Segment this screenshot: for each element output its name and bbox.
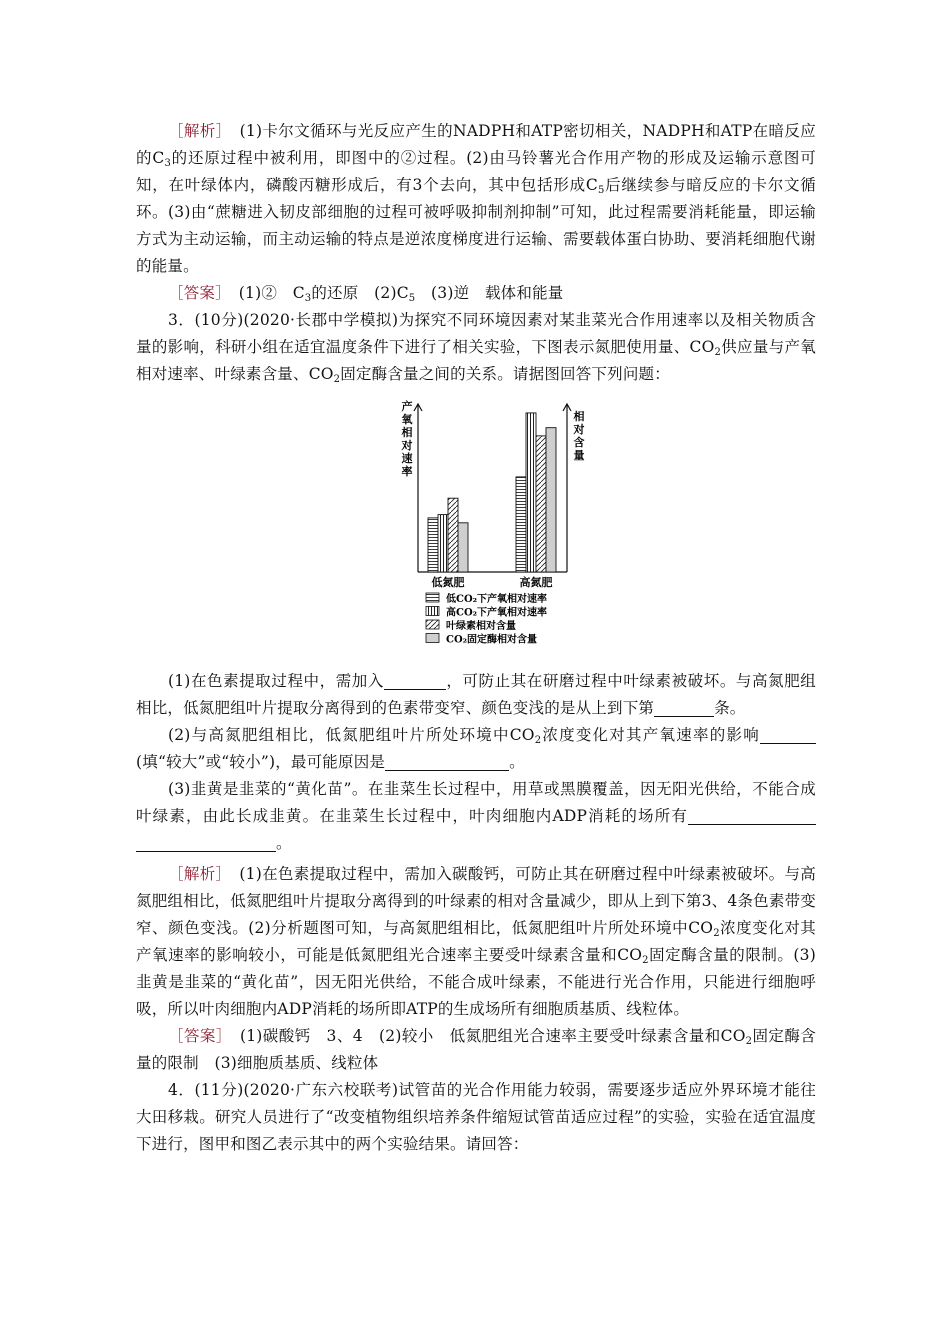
answer-paragraph-2 (136, 1023, 816, 1077)
answer-tag: ［答案］ (168, 1027, 225, 1045)
answer-paragraph-1 (136, 280, 816, 307)
answer-blank[interactable] (385, 754, 509, 771)
text-run: (3)逆 载体和能量 (415, 284, 564, 302)
answer-blank[interactable] (136, 835, 276, 852)
text-run: 浓度变化对其产氧速率的影响较小，可能是低氮肥组光合速率主要受叶绿素含量和CO (136, 919, 816, 964)
text-run: 的还原 (2)C (311, 284, 409, 302)
text-run: 后继续参与暗反应的卡尔文循环。(3)由“蔗糖进入韧皮部细胞的过程可被呼吸抑制剂抑制”可知，此过程需要消耗能量，即运输方式为主动运输，而主动运输的特点是逆浓度梯度进行运输、需要载体蛋白协助、要消耗细胞代谢的能量。 (136, 176, 816, 275)
legend-label: 高CO₂下产氧相对速率 (446, 607, 548, 619)
question-3-part-1 (136, 668, 816, 722)
bar (448, 498, 458, 572)
text-run: (2)与高氮肥组相比，低氮肥组叶片所处环境中CO (168, 726, 535, 744)
subscript: 2 (714, 347, 722, 358)
text-run: 条。 (714, 699, 746, 717)
analysis-tag: ［解析］ (168, 122, 224, 140)
text-run: (1)在色素提取过程中，需加入碳酸钙，可防止其在研磨过程中叶绿素被破坏。与高氮肥组相比，低氮肥组叶片提取分离得到的叶绿素的相对含量减少，即从上到下第3、4条色素带变窄、颜色变浅。(2)分析题图可知，与高氮肥组相比，低氮肥组叶片所处环境中CO (136, 865, 816, 937)
text-run: (填“较大”或“较小”)，最可能原因是 (136, 753, 386, 771)
subscript: 2 (534, 735, 542, 746)
question-3-stem (136, 307, 816, 388)
bar (546, 428, 556, 572)
text-run: 固定酶含量的限制 (3)细胞质基质、线粒体 (136, 1027, 816, 1072)
answer-blank[interactable] (654, 700, 714, 717)
x-tick-label: 高氮肥 (519, 576, 553, 589)
text-run: ，可防止其在研磨过程中叶绿素被破坏。与高氮肥组相比，低氮肥组叶片提取分离得到的色素带变窄、颜色变浅的是从上到下第 (136, 672, 816, 717)
answer-blank[interactable] (384, 673, 446, 690)
legend-swatch (426, 634, 439, 643)
bar (536, 436, 546, 572)
subscript: 2 (713, 928, 720, 939)
analysis-paragraph-1 (136, 118, 816, 280)
y-axis-right-label: 相对含量 (573, 410, 585, 462)
answer-blank[interactable] (760, 727, 816, 744)
legend-label: 低CO₂下产氧相对速率 (446, 594, 548, 605)
text-run: 固定酶含量之间的关系。请据图回答下列问题： (340, 365, 670, 383)
subscript: 3 (164, 158, 171, 169)
answer-tag: ［答案］ (168, 284, 224, 302)
text-run: 的还原过程中被利用，即图中的②过程。(2)由马铃薯光合作用产物的形成及运输示意图可知，在叶绿体内，磷酸丙糖形成后，有3个去向，其中包括形成C (136, 149, 816, 194)
analysis-paragraph-2 (136, 861, 816, 1023)
subscript: 2 (745, 1036, 753, 1047)
text-run: (1)卡尔文循环与光反应产生的NADPH和ATP密切相关，NADPH和ATP在暗反应的C (136, 122, 816, 167)
bar (458, 523, 468, 572)
legend-label: 叶绿素相对含量 (446, 621, 516, 632)
x-tick-label: 低氮肥 (431, 576, 465, 589)
text-run: (1)在色素提取过程中，需加入 (168, 672, 384, 690)
subscript: 5 (597, 185, 605, 196)
bar (516, 477, 526, 572)
subscript: 2 (642, 955, 649, 966)
bar (438, 515, 448, 572)
question-4-stem (136, 1077, 816, 1158)
legend-swatch (426, 620, 439, 629)
subscript: 5 (408, 293, 416, 304)
subscript: 2 (333, 374, 341, 385)
legend-label: CO₂固定酶相对含量 (446, 634, 538, 646)
text-run: 固定酶含量的限制。(3)韭黄是韭菜的“黄化苗”，因无阳光供给，不能合成叶绿素，不能进行光合作用，只能进行细胞呼吸，所以叶肉细胞内ADP消耗的场所即ATP的生成场所有细胞质基质、线粒体。 (136, 946, 816, 1018)
text-run: 4．(11分)(2020·广东六校联考)试管苗的光合作用能力较弱，需要逐步适应外界环境才能往大田移栽。研究人员进行了“改变植物组织培养条件缩短试管苗适应过程”的实验，实验在适宜温度下进行，图甲和图乙表示其中的两个实验结果。请回答： (136, 1081, 816, 1153)
text-run: 供应量与产氧相对速率、叶绿素含量、CO (136, 338, 816, 383)
bar (428, 518, 438, 572)
text-run: 。 (276, 834, 292, 852)
legend-swatch (426, 593, 439, 602)
bar-chart-svg (136, 392, 816, 658)
document-page (136, 118, 816, 1158)
answer-blank[interactable] (688, 808, 816, 825)
text-run: 浓度变化对其产氧速率的影响 (541, 726, 760, 744)
question-3-part-3 (136, 776, 816, 857)
text-run: 3．(10分)(2020·长郡中学模拟)为探究不同环境因素对某韭菜光合作用速率以及相关物质含量的影响，科研小组在适宜温度条件下进行了相关实验，下图表示氮肥使用量、CO (136, 311, 816, 356)
text-run: (1)② C (223, 284, 305, 302)
text-run: (1)碳酸钙 3、4 (2)较小 低氮肥组光合速率主要受叶绿素含量和CO (224, 1027, 746, 1045)
bar (526, 413, 536, 572)
question-3-part-2 (136, 722, 816, 776)
text-run: 。 (509, 753, 525, 771)
analysis-tag: ［解析］ (168, 865, 224, 883)
text-run: (3)韭黄是韭菜的“黄化苗”。在韭菜生长过程中，用草或黑膜覆盖，因无阳光供给，不能合成叶绿素，由此长成韭黄。在韭菜生长过程中，叶肉细胞内ADP消耗的场所有 (136, 780, 816, 825)
bar-chart (136, 392, 816, 658)
legend-swatch (426, 607, 439, 616)
y-axis-left-label: 产氧相对速率 (401, 400, 413, 478)
subscript: 3 (304, 293, 312, 304)
